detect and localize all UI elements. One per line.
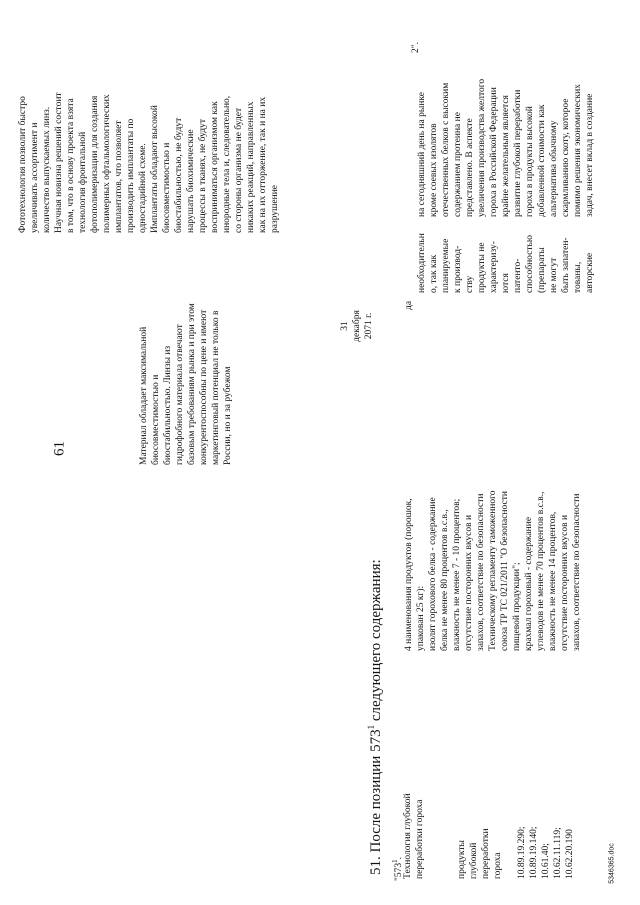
- heading-superscript: 1: [366, 724, 376, 730]
- patentability-flag-cell: да: [404, 300, 414, 310]
- okpd-codes-cell: 10.89.19.290; 10.89.19.140; 10.61.40; 10.62.11.119; 10.62.20.190: [517, 826, 575, 879]
- document-id: 5346365.doc: [608, 843, 616, 884]
- row-number-prefix: "573: [394, 862, 405, 881]
- row-number-suffix: .: [394, 856, 405, 860]
- heading-prefix: 51. После позиции 573: [368, 729, 384, 875]
- market-cell: на сегодняшний день на рынке кроме соевых изолятов отечественных белков с высоким содержанием протеина не представлено. В аспекте увеличения производства желтого гороха в Российской Федерации крайне желательным является развитие глубокой переработки гороха в продукты высокой добавленной стоимости как альтернатива обычному скармливанию скоту, которое помимо решения экономических задач, внесет вклад в создание: [417, 78, 595, 217]
- row-number-superscript: 1: [391, 859, 399, 863]
- rotated-page-content: [12, 25, 612, 885]
- requirements-cell: 4 наименования продуктов (порошок, упакован 25 кг): изолят горохового белка - содержание белка не менее 80 процентов в.с.в., влажность не менее 7 - 10 процентов; отсутствие посторонних вкусов и запахов, соответствие по безопасности Техническому регламенту таможенного союза ТР ТС 021/2011 "О безопасности пищевой продукции"; крахмал гороховый - содержание углеводов не менее 70 процентов в.с.в., влажность не менее 14 процентов, отсутствие посторонних вкусов и запахов, соответствие по безопасности: [404, 490, 582, 651]
- section-heading: [362, 35, 385, 875]
- row-number: [389, 841, 403, 881]
- closing-mark: 2".: [411, 41, 421, 53]
- heading-suffix: следующего содержания:: [368, 559, 384, 725]
- justification-cell: необходительн о, так как планируемые к производ- ству продукты не характеризу- ются патенто- способностью (препараты не могут быть запатен- тованы, авторские: [417, 233, 595, 293]
- page-number: 61: [51, 441, 68, 456]
- products-cell: продукты глубокой переработки гороха: [457, 828, 503, 879]
- upper-table-novelty-cell: Фототехнология позволит быстро увеличивать ассортимент и количество выпускаемых линз. Научная новизна решений состоит в том, что в основу проекта взята технология фронтальной фотополимеризации для создания полимерных офтальмологических имплантатов, что позволяет производить имплантаты по одностадийной схеме. Имплантаты обладают высокой биосовместимостью и биостабильностью, не будут нарушать биохимические процессы в тканях, не будут восприниматься организмом как инородные тела и, следовательно, со стороны организма не будет никаких реакций, направленных как на их отторжение, так и на их разрушение: [18, 92, 280, 233]
- upper-table-feature-cell: Материал обладает максимальной биосовместимостью и биостабильностью. Линзы из гидрофобного материала отвечают базовым требованиям рынка и при этом конкурентоспособны по цене и имеют маркетинговый потенциал не только в России, но и за рубежом: [139, 303, 233, 465]
- technology-cell: Технология глубокой переработки гороха: [403, 793, 425, 879]
- date-cell: 31 декабря 2071 г.: [340, 310, 374, 342]
